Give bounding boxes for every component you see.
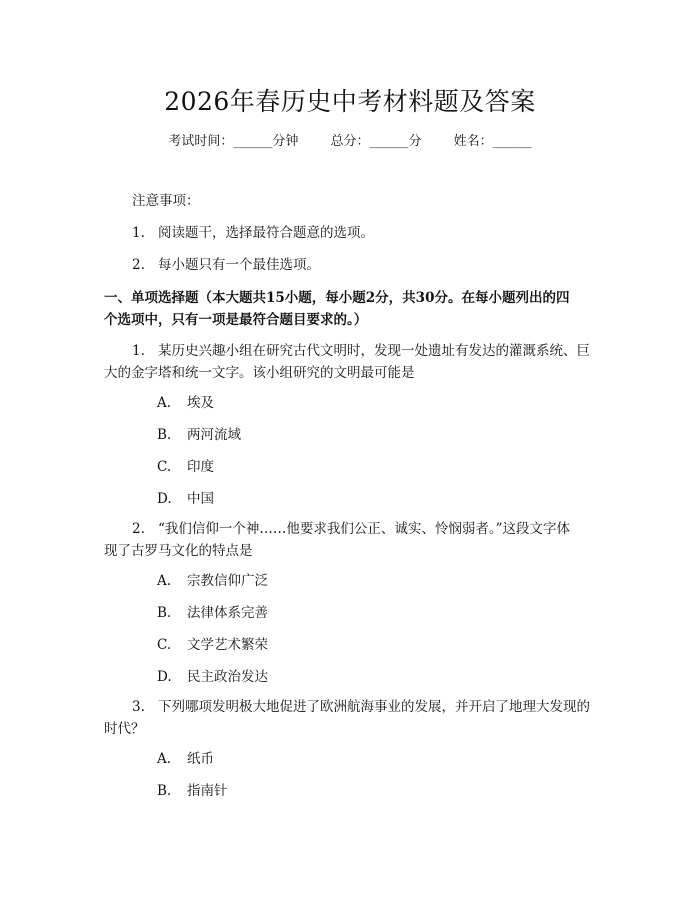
- option-letter: D.: [157, 669, 172, 685]
- option-text: 纸币: [187, 751, 214, 767]
- option-letter: B.: [157, 605, 172, 621]
- question-2-line2: 现了古罗马文化的特点是: [104, 543, 253, 559]
- question-text: 下列哪项发明极大地促进了欧洲航海事业的发展，并开启了地理大发现的: [158, 699, 590, 715]
- question-1-option-c: [157, 456, 557, 478]
- question-1-option-d: [157, 488, 557, 510]
- question-text: “我们信仰一个神……他要求我们公正、诚实、怜悯弱者。”这段文字体: [158, 521, 571, 537]
- notice-text: 阅读题干，选择最符合题意的选项。: [158, 225, 374, 241]
- question-2-option-c: [157, 634, 557, 656]
- question-1-line1: [104, 340, 604, 362]
- option-text: 中国: [187, 491, 214, 507]
- exam-name: 姓名：______: [453, 134, 532, 149]
- option-text: 宗教信仰广泛: [187, 573, 268, 589]
- question-text: 某历史兴趣小组在研究古代文明时，发现一处遗址有发达的灌溉系统、巨: [158, 343, 590, 359]
- question-number: 2.: [132, 521, 145, 537]
- question-2-option-b: [157, 602, 557, 624]
- notice-text: 每小题只有一个最佳选项。: [158, 257, 320, 273]
- question-1-option-a: [157, 392, 557, 414]
- section-heading-line1: 一、单项选择题（本大题共15小题，每小题2分，共30分。在每小题列出的四: [104, 290, 570, 306]
- exam-time: 考试时间：______分钟: [168, 134, 299, 149]
- notice-number: 1.: [132, 225, 145, 241]
- question-number: 1.: [132, 343, 145, 359]
- option-text: 指南针: [187, 783, 228, 799]
- option-letter: A.: [157, 751, 172, 767]
- option-letter: A.: [157, 573, 172, 589]
- question-2-line1: [104, 518, 604, 540]
- option-text: 埃及: [187, 395, 214, 411]
- notice-number: 2.: [132, 257, 145, 273]
- section-heading-line2: 个选项中，只有一项是最符合题目要求的。）: [104, 312, 368, 328]
- option-letter: C.: [157, 637, 172, 653]
- option-letter: B.: [157, 427, 172, 443]
- option-text: 文学艺术繁荣: [187, 637, 268, 653]
- page-title: 2026年春历史中考材料题及答案: [164, 87, 536, 116]
- option-letter: A.: [157, 395, 172, 411]
- option-letter: D.: [157, 491, 172, 507]
- question-1-option-b: [157, 424, 557, 446]
- exam-meta: [0, 130, 700, 149]
- question-number: 3.: [132, 699, 145, 715]
- question-3-option-a: [157, 748, 557, 770]
- question-3-line1: [104, 696, 604, 718]
- option-letter: B.: [157, 783, 172, 799]
- option-text: 两河流域: [187, 427, 241, 443]
- option-text: 民主政治发达: [187, 669, 268, 685]
- option-text: 印度: [187, 459, 214, 475]
- question-3-line2: 时代？: [104, 721, 145, 737]
- question-2-option-a: [157, 570, 557, 592]
- option-letter: C.: [157, 459, 172, 475]
- question-1-line2: 大的金字塔和统一文字。该小组研究的文明最可能是: [104, 365, 415, 381]
- question-3-option-b: [157, 780, 557, 802]
- notice-heading: 注意事项：: [132, 193, 200, 209]
- notice-item: [132, 222, 700, 244]
- exam-score: 总分：______分: [330, 134, 422, 149]
- notice-item: [132, 254, 700, 276]
- question-2-option-d: [157, 666, 557, 688]
- option-text: 法律体系完善: [187, 605, 268, 621]
